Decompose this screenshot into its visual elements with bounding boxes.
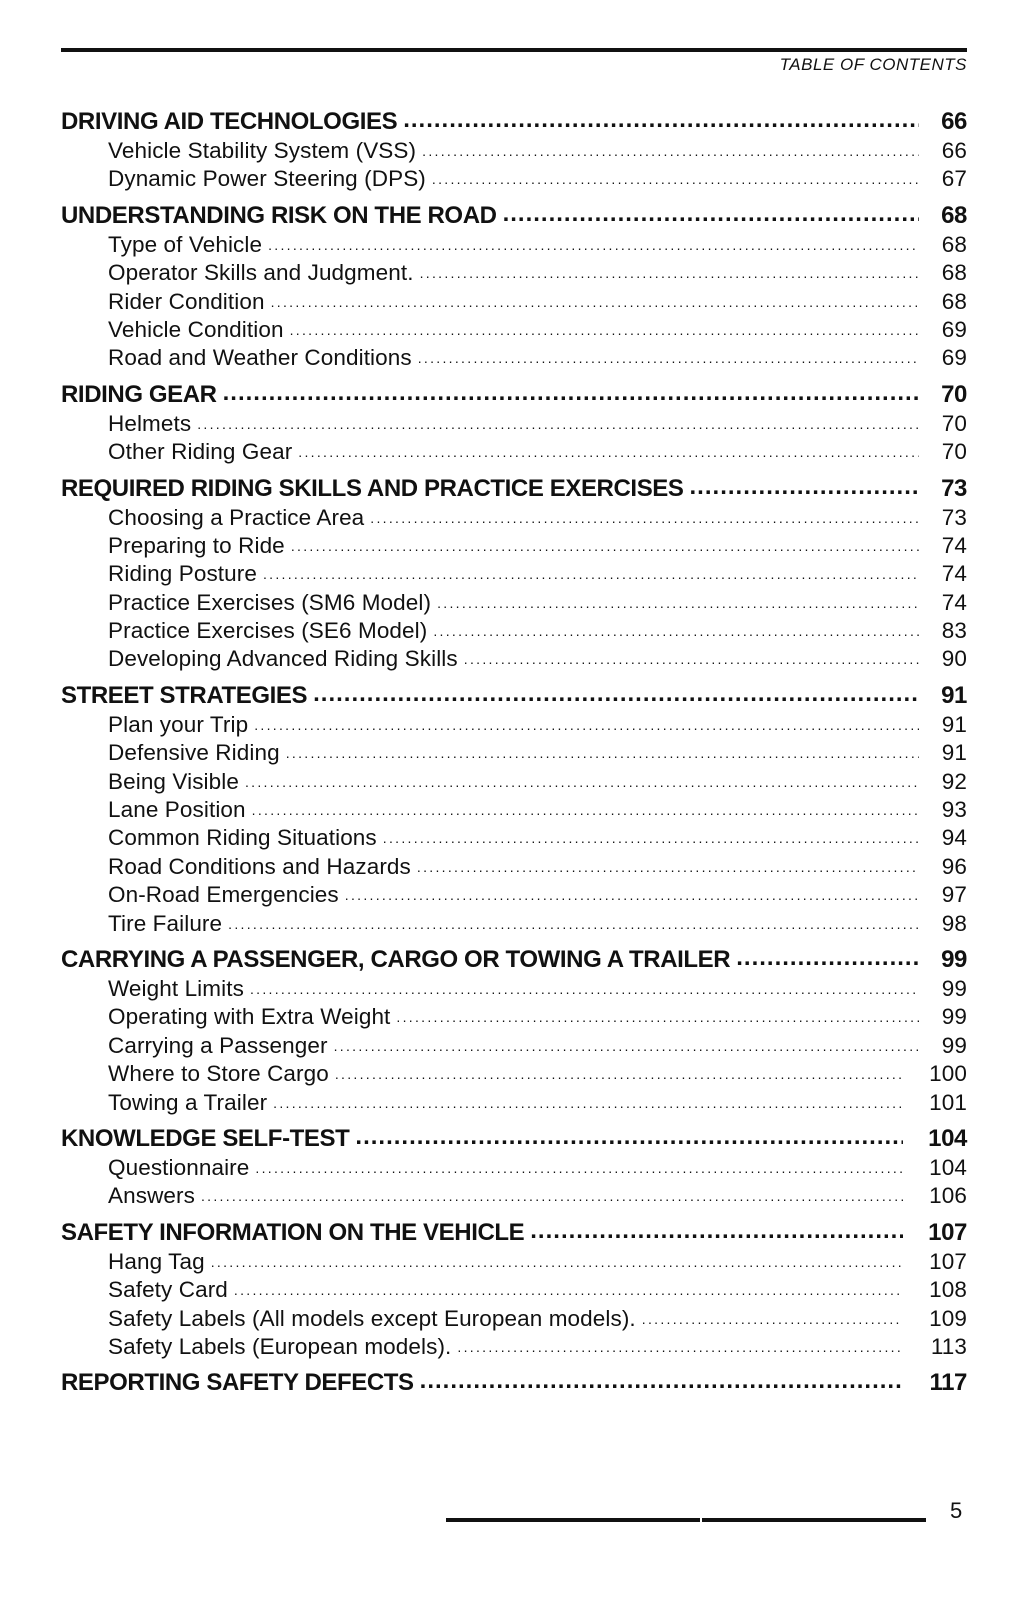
toc-page-number: 73 [941, 504, 967, 530]
dot-leader [422, 143, 919, 159]
dot-leader [201, 1188, 903, 1204]
toc-page-number: 68 [941, 231, 967, 257]
toc-subentry-title: Practice Exercises (SE6 Model) [108, 618, 428, 644]
toc-subentry[interactable] [61, 882, 967, 910]
toc-subentry[interactable] [61, 769, 967, 797]
toc-subentry[interactable] [61, 1033, 967, 1061]
toc-page-number: 67 [941, 166, 967, 192]
dot-leader [370, 510, 919, 526]
toc-section [61, 946, 967, 1118]
toc-page-number: 70 [941, 410, 967, 436]
toc-section-entry[interactable] [61, 946, 967, 976]
toc-subentry[interactable] [61, 561, 967, 589]
toc-subentry[interactable] [61, 289, 967, 317]
toc-page-number: 97 [941, 882, 967, 908]
toc-section-entry[interactable] [61, 1219, 967, 1249]
toc-page-number: 74 [941, 561, 967, 587]
dot-leader [197, 416, 919, 432]
toc-subentry-title: Vehicle Stability System (VSS) [108, 138, 417, 163]
toc-subentry-title: Road Conditions and Hazards [108, 853, 411, 879]
dot-leader [420, 265, 919, 281]
toc-page-number: 99 [941, 1004, 967, 1030]
toc-subentry[interactable] [61, 533, 967, 561]
toc-page-number: 74 [941, 532, 967, 558]
dot-leader [286, 745, 919, 761]
toc-subentry[interactable] [61, 590, 967, 618]
dot-leader [291, 538, 919, 554]
toc-section-title: RIDING GEAR [61, 380, 217, 408]
toc-page-number: 68 [941, 288, 967, 314]
toc-page-number: 70 [941, 380, 967, 408]
toc-subentry-title: On-Road Emergencies [108, 882, 339, 908]
toc-section-entry[interactable] [61, 1369, 967, 1399]
toc-page-number: 91 [941, 740, 967, 766]
toc-section-entry[interactable] [61, 475, 967, 505]
dot-leader [503, 200, 919, 228]
toc-page-number: 66 [941, 138, 967, 163]
toc-subentry[interactable] [61, 232, 967, 260]
dot-leader [245, 774, 919, 790]
dot-leader [250, 981, 919, 997]
dot-leader [211, 1254, 903, 1270]
toc-page-number: 69 [941, 345, 967, 371]
toc-section-title: KNOWLEDGE SELF-TEST [61, 1124, 350, 1152]
toc-section-entry[interactable] [61, 202, 967, 232]
toc-subentry[interactable] [61, 1334, 967, 1362]
toc-subentry-title: Tire Failure [108, 910, 223, 936]
dot-leader [433, 623, 919, 639]
toc-page-number: 68 [941, 260, 967, 286]
toc-subentry-title: Plan your Trip [108, 711, 249, 737]
toc-subentry-title: Vehicle Condition [108, 316, 284, 342]
dot-leader [298, 444, 919, 460]
dot-leader [530, 1217, 903, 1245]
dot-leader [271, 294, 919, 310]
toc-section-entry[interactable] [61, 381, 967, 411]
dot-leader [355, 1123, 903, 1151]
toc-page-number: 93 [941, 797, 967, 823]
toc-subentry-title: Safety Labels (European models). [108, 1333, 452, 1359]
toc-subentry-title: Operating with Extra Weight [108, 1004, 391, 1030]
toc-page-number: 99 [941, 945, 967, 973]
dot-leader [273, 1095, 903, 1111]
page-number: 5 [950, 1498, 963, 1523]
toc-page-number: 108 [929, 1277, 967, 1303]
dot-leader [642, 1311, 903, 1327]
toc-page-number: 66 [941, 108, 967, 135]
toc-subentry-title: Lane Position [108, 797, 246, 823]
toc-page-number: 70 [941, 439, 967, 465]
toc-subentry[interactable] [61, 712, 967, 740]
toc-subentry[interactable] [61, 976, 967, 1004]
toc-section-title: REQUIRED RIDING SKILLS AND PRACTICE EXERCISES [61, 474, 684, 502]
toc-page-number: 113 [930, 1333, 967, 1359]
toc-subentry[interactable] [61, 1183, 967, 1211]
toc-page-number: 104 [929, 1154, 967, 1180]
toc-section [61, 475, 967, 675]
dot-leader [268, 237, 919, 253]
toc-subentry[interactable] [61, 260, 967, 288]
toc-page-number: 91 [941, 711, 967, 737]
toc-subentry-title: Type of Vehicle [108, 231, 263, 257]
toc-page-number: 90 [941, 646, 967, 672]
toc-section-title: UNDERSTANDING RISK ON THE ROAD [61, 201, 497, 229]
dot-leader [457, 1339, 903, 1355]
toc-subentry-title: Preparing to Ride [108, 532, 285, 558]
dot-leader [736, 944, 919, 972]
toc-subentry-title: Road and Weather Conditions [108, 345, 412, 371]
toc-subentry[interactable] [61, 345, 967, 373]
footer-rule-notch [700, 1518, 702, 1522]
toc-section-entry[interactable] [61, 1125, 967, 1155]
toc-page-number: 100 [929, 1061, 967, 1087]
toc-page-number: 94 [941, 825, 967, 851]
toc-section-title: SAFETY INFORMATION ON THE VEHICLE [61, 1218, 525, 1246]
toc-page-number: 68 [941, 201, 967, 229]
dot-leader [313, 680, 919, 708]
toc-subentry-title: Choosing a Practice Area [108, 504, 365, 530]
toc-subentry[interactable] [61, 411, 967, 439]
table-of-contents [61, 108, 967, 1406]
toc-subentry-title: Being Visible [108, 768, 239, 794]
toc-section [61, 1219, 967, 1363]
toc-subentry-title: Towing a Trailer [108, 1089, 268, 1115]
toc-section [61, 1125, 967, 1212]
toc-page-number: 73 [941, 474, 967, 502]
toc-page-number: 101 [929, 1089, 967, 1115]
toc-section-title: DRIVING AID TECHNOLOGIES [61, 108, 398, 135]
footer-rule [446, 1518, 926, 1522]
toc-page-number: 117 [929, 1369, 967, 1397]
toc-section-title: CARRYING A PASSENGER, CARGO OR TOWING A TRAILER [61, 945, 731, 973]
toc-subentry-title: Developing Advanced Riding Skills [108, 646, 458, 672]
toc-section [61, 1369, 967, 1399]
toc-page-number: 83 [941, 618, 967, 644]
toc-page-number: 92 [941, 768, 967, 794]
toc-page-number: 104 [928, 1124, 967, 1152]
toc-subentry-title: Where to Store Cargo [108, 1061, 329, 1087]
running-header: TABLE OF CONTENTS [779, 55, 967, 74]
dot-leader [464, 651, 919, 667]
toc-page-number: 107 [928, 1218, 967, 1246]
toc-subentry-title: Practice Exercises (SM6 Model) [108, 589, 432, 615]
toc-subentry-title: Weight Limits [108, 975, 244, 1001]
dot-leader [335, 1066, 903, 1082]
toc-page-number: 107 [929, 1248, 967, 1274]
toc-subentry-title: Other Riding Gear [108, 439, 293, 465]
toc-subentry-title: Operator Skills and Judgment. [108, 260, 414, 286]
dot-leader [690, 473, 919, 501]
toc-subentry[interactable] [61, 1249, 967, 1277]
toc-section [61, 682, 967, 939]
toc-page-number: 74 [941, 589, 967, 615]
toc-subentry[interactable] [61, 166, 967, 194]
dot-leader [252, 802, 919, 818]
dot-leader [255, 1160, 903, 1176]
toc-subentry[interactable] [61, 1061, 967, 1089]
toc-page-number: 99 [941, 1032, 967, 1058]
toc-subentry[interactable] [61, 740, 967, 768]
toc-subentry-title: Riding Posture [108, 561, 257, 587]
toc-section [61, 202, 967, 374]
toc-subentry-title: Defensive Riding [108, 740, 280, 766]
dot-leader [432, 171, 919, 187]
toc-subentry[interactable] [61, 505, 967, 533]
toc-section [61, 108, 967, 195]
toc-subentry[interactable] [61, 797, 967, 825]
toc-subentry[interactable] [61, 854, 967, 882]
toc-subentry-title: Helmets [108, 410, 192, 436]
toc-subentry-title: Dynamic Power Steering (DPS) [108, 166, 426, 192]
toc-subentry[interactable] [61, 1004, 967, 1032]
toc-subentry[interactable] [61, 317, 967, 345]
toc-subentry-title: Safety Card [108, 1277, 228, 1303]
dot-leader [223, 379, 919, 407]
toc-subentry[interactable] [61, 1306, 967, 1334]
toc-page-number: 109 [929, 1305, 967, 1331]
dot-leader [234, 1282, 903, 1298]
toc-subentry-title: Rider Condition [108, 288, 265, 314]
toc-subentry[interactable] [61, 1277, 967, 1305]
toc-subentry[interactable] [61, 1155, 967, 1183]
toc-subentry[interactable] [61, 439, 967, 467]
toc-subentry[interactable] [61, 911, 967, 939]
dot-leader [254, 717, 919, 733]
toc-subentry-title: Answers [108, 1183, 195, 1209]
dot-leader [417, 859, 919, 875]
dot-leader [420, 1367, 903, 1395]
dot-leader [290, 322, 919, 338]
toc-subentry[interactable] [61, 1090, 967, 1118]
toc-subentry[interactable] [61, 825, 967, 853]
toc-section-title: STREET STRATEGIES [61, 681, 308, 709]
toc-section [61, 381, 967, 468]
dot-leader [228, 916, 919, 932]
dot-leader [345, 887, 919, 903]
toc-subentry[interactable] [61, 646, 967, 674]
dot-leader [334, 1038, 919, 1054]
dot-leader [263, 566, 919, 582]
dot-leader [403, 106, 919, 134]
header-rule [61, 48, 967, 52]
toc-page-number: 96 [941, 853, 967, 879]
toc-page-number: 99 [941, 975, 967, 1001]
toc-subentry-title: Questionnaire [108, 1154, 250, 1180]
toc-page-number: 91 [941, 681, 967, 709]
toc-page-number: 69 [941, 316, 967, 342]
toc-subentry-title: Carrying a Passenger [108, 1032, 328, 1058]
toc-section-entry[interactable] [61, 682, 967, 712]
toc-subentry[interactable] [61, 138, 967, 166]
toc-page-number: 98 [941, 910, 967, 936]
toc-section-entry[interactable] [61, 108, 967, 138]
dot-leader [418, 350, 919, 366]
dot-leader [396, 1009, 919, 1025]
toc-page-number: 106 [929, 1183, 967, 1209]
toc-subentry[interactable] [61, 618, 967, 646]
toc-subentry-title: Hang Tag [108, 1248, 205, 1274]
toc-subentry-title: Safety Labels (All models except European models). [108, 1305, 636, 1331]
dot-leader [383, 830, 919, 846]
dot-leader [437, 595, 919, 611]
toc-subentry-title: Common Riding Situations [108, 825, 377, 851]
toc-section-title: REPORTING SAFETY DEFECTS [61, 1369, 414, 1397]
